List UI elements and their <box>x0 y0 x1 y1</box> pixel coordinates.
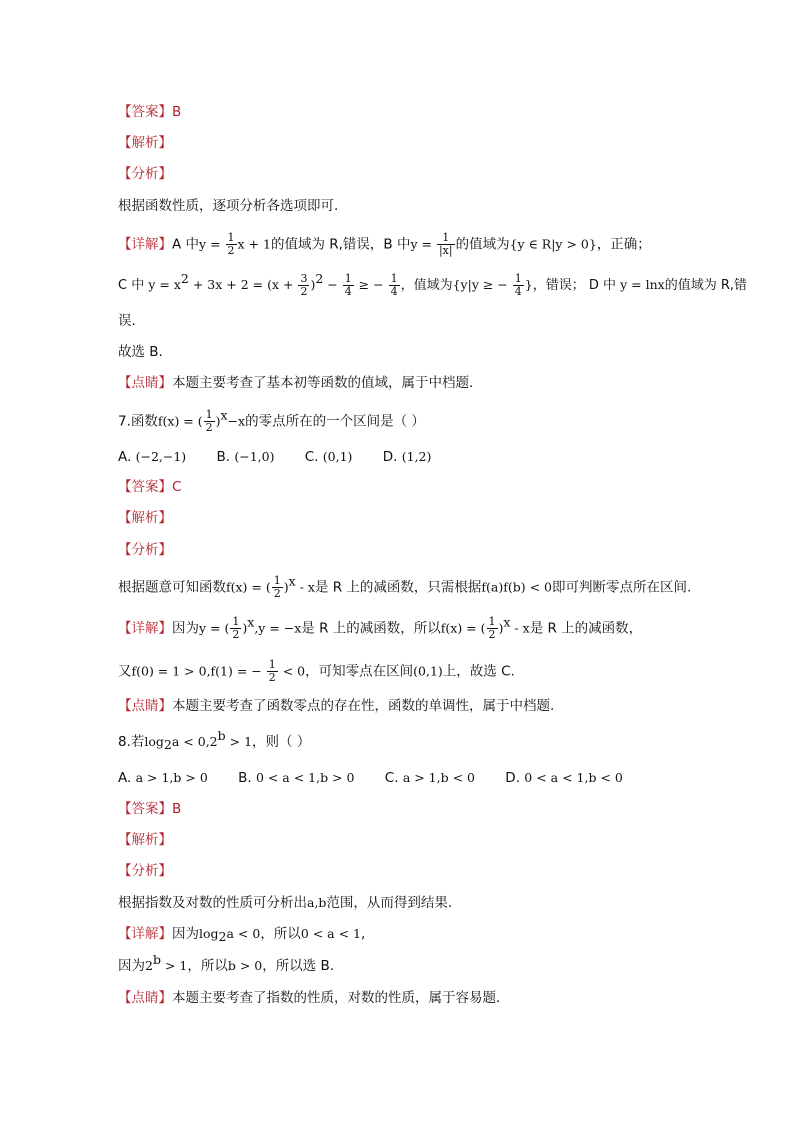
q7-answer-line: 【答案】C <box>118 479 182 495</box>
q6-conclusion: 故选 B. <box>118 344 163 360</box>
q8-option-c: C. a > 1,b < 0 <box>384 770 475 786</box>
q7-analysis-text: 根据题意可知函数f(x) = ( $\frac{1}{2}$ )$^x$ - x是 R 上的减函数，只需根据f(a)f(b) < 0即可判断零点所在区间. <box>118 573 692 600</box>
q6-detail-line-2: C 中 $y = x^2 + 3x + 2 = (x$ + $\frac{3}{2}$ )$^2$ − $\frac{1}{4}$ ≥ − $\frac{1}{4}$ ，值域为{y|y ≥ − $\frac{1}{4}$ }，错误； D 中 y = lnx的值域为 R,错 <box>118 271 748 298</box>
q7-option-d: D. (1,2) <box>382 449 432 465</box>
q8-option-d: D. 0 < a < 1,b < 0 <box>505 770 623 786</box>
q8-detail-line-2: 因为$2^b > 1$，所以b > 0，所以选 B. <box>118 952 335 974</box>
q8-analysis-label: 【分析】 <box>118 863 172 879</box>
q7-answer-value: C <box>172 479 182 495</box>
q8-options <box>118 768 734 788</box>
fraction: $\frac{1}{2}$ <box>227 231 235 257</box>
q8-analysis-text: 根据指数及对数的性质可分析出a,b范围，从而得到结果. <box>118 895 453 911</box>
q7-explain-label: 【解析】 <box>118 510 172 526</box>
fraction: $\frac{1}{2}$ <box>232 615 240 641</box>
q6-analysis-text: 根据函数性质，逐项分析各选项即可. <box>118 198 339 214</box>
q7-detail-line-2: 又f(0) = 1 > 0,f(1) = − $\frac{1}{2}$ < 0，可知零点在区间(0,1)上，故选 C. <box>118 658 515 684</box>
q6-comment: 【点睛】本题主要考查了基本初等函数的值域，属于中档题. <box>118 375 474 391</box>
q8-option-b: B. 0 < a < 1,b > 0 <box>238 770 355 786</box>
q7-option-c: C. (0,1) <box>304 449 353 465</box>
q7-options <box>118 447 734 467</box>
q8-answer-line: 【答案】B <box>118 801 182 817</box>
q7-option-a: A. (−2,−1) <box>118 449 187 465</box>
fraction: $\frac{1}{|x|}$ <box>438 231 453 257</box>
fraction: $\frac{1}{4}$ <box>344 272 352 298</box>
q8-answer-value: B <box>172 801 182 817</box>
q7-question: 7.函数f(x) = ( $\frac{1}{2}$ )$^x$−x的零点所在的一个区间是（ ） <box>118 407 425 434</box>
q6-answer-line <box>118 102 734 122</box>
fraction: $\frac{1}{2}$ <box>205 408 213 434</box>
fraction: $\frac{1}{2}$ <box>488 615 496 641</box>
q6-analysis-label: 【分析】 <box>118 166 172 182</box>
q8-question: 8.若$\log_2a < 0,2^b > 1$，则（ ） <box>118 728 311 752</box>
q8-detail-line-1: 【详解】因为$\log_2a < 0$，所以0 < a < 1, <box>118 926 366 944</box>
fraction: $\frac{1}{2}$ <box>268 658 276 684</box>
q8-explain-label: 【解析】 <box>118 832 172 848</box>
q7-analysis-label: 【分析】 <box>118 542 172 558</box>
q8-option-a: A. a > 1,b > 0 <box>118 770 208 786</box>
q6-detail-line-3: 误. <box>118 313 136 329</box>
answer-label: 【答案】 <box>118 104 172 120</box>
q7-option-b: B. (−1,0) <box>216 449 275 465</box>
q8-comment: 【点睛】本题主要考查了指数的性质，对数的性质，属于容易题. <box>118 990 501 1006</box>
q7-comment: 【点睛】本题主要考查了函数零点的存在性，函数的单调性，属于中档题. <box>118 698 555 714</box>
q7-detail-line-1: 【详解】因为y = ( $\frac{1}{2}$ )$^x$,y = −x是 R 上的减函数，所以f(x) = ( $\frac{1}{2}$ )$^x$ - x是 R 上的减函数， <box>118 614 643 641</box>
fraction: $\frac{3}{2}$ <box>300 272 308 298</box>
q6-detail-line-1: 【详解】A 中y = $\frac{1}{2}$ x + 1的值域为 R,错误，B 中y = $\frac{1}{|x|}$ 的值域为{y ∈ R|y > 0}，正确； <box>118 231 651 257</box>
q6-explain-label: 【解析】 <box>118 135 172 151</box>
fraction: $\frac{1}{4}$ <box>514 272 522 298</box>
fraction: $\frac{1}{2}$ <box>273 574 281 600</box>
fraction: $\frac{1}{4}$ <box>390 272 398 298</box>
q6-answer-value: B <box>172 104 182 120</box>
